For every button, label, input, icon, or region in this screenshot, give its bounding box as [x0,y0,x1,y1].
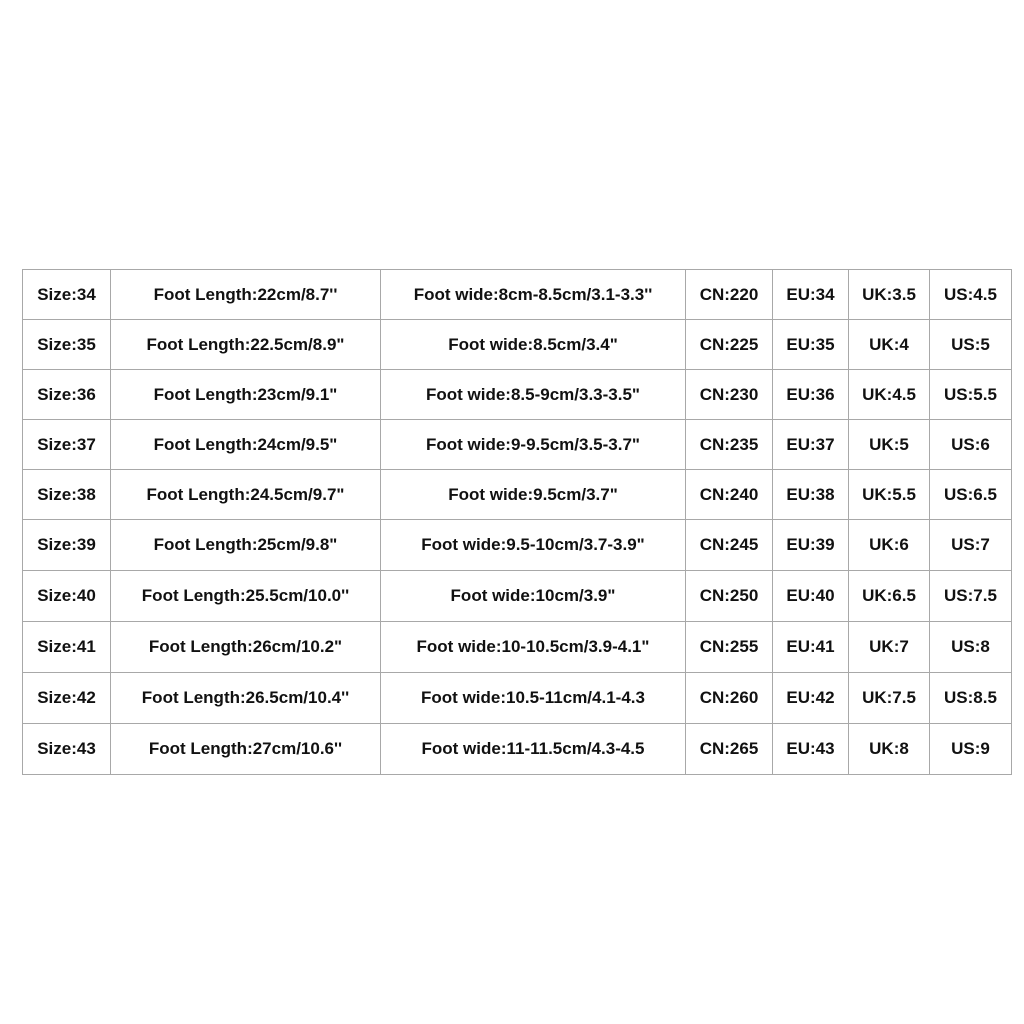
table-row [23,270,1012,320]
foot-length-cell: Foot Length:25.5cm/10.0'' [111,571,381,622]
us-size-cell: US:5.5 [930,370,1012,420]
uk-size-cell: UK:7.5 [849,673,930,724]
cn-size-cell: CN:250 [686,571,773,622]
foot-length-cell: Foot Length:25cm/9.8" [111,520,381,571]
table-row [23,420,1012,470]
eu-size-cell: EU:35 [773,320,849,370]
us-size-cell: US:9 [930,724,1012,775]
foot-length-cell: Foot Length:26cm/10.2" [111,622,381,673]
cn-size-cell: CN:265 [686,724,773,775]
uk-size-cell: UK:3.5 [849,270,930,320]
eu-size-cell: EU:43 [773,724,849,775]
foot-length-cell: Foot Length:22.5cm/8.9" [111,320,381,370]
foot-wide-cell: Foot wide:10-10.5cm/3.9-4.1" [381,622,686,673]
table-row [23,370,1012,420]
uk-size-cell: UK:4.5 [849,370,930,420]
eu-size-cell: EU:42 [773,673,849,724]
cn-size-cell: CN:260 [686,673,773,724]
eu-size-cell: EU:34 [773,270,849,320]
eu-size-cell: EU:37 [773,420,849,470]
eu-size-cell: EU:38 [773,470,849,520]
us-size-cell: US:7 [930,520,1012,571]
size-cell: Size:36 [23,370,111,420]
uk-size-cell: UK:6 [849,520,930,571]
foot-wide-cell: Foot wide:8.5cm/3.4" [381,320,686,370]
foot-wide-cell: Foot wide:10.5-11cm/4.1-4.3 [381,673,686,724]
size-cell: Size:39 [23,520,111,571]
table-row [23,622,1012,673]
us-size-cell: US:6.5 [930,470,1012,520]
uk-size-cell: UK:7 [849,622,930,673]
foot-length-cell: Foot Length:23cm/9.1" [111,370,381,420]
eu-size-cell: EU:40 [773,571,849,622]
cn-size-cell: CN:255 [686,622,773,673]
foot-wide-cell: Foot wide:11-11.5cm/4.3-4.5 [381,724,686,775]
table-row [23,571,1012,622]
foot-wide-cell: Foot wide:10cm/3.9" [381,571,686,622]
cn-size-cell: CN:220 [686,270,773,320]
foot-wide-cell: Foot wide:8cm-8.5cm/3.1-3.3'' [381,270,686,320]
foot-wide-cell: Foot wide:8.5-9cm/3.3-3.5" [381,370,686,420]
size-cell: Size:37 [23,420,111,470]
size-cell: Size:38 [23,470,111,520]
size-cell: Size:42 [23,673,111,724]
foot-length-cell: Foot Length:27cm/10.6'' [111,724,381,775]
size-cell: Size:43 [23,724,111,775]
uk-size-cell: UK:6.5 [849,571,930,622]
eu-size-cell: EU:41 [773,622,849,673]
cn-size-cell: CN:240 [686,470,773,520]
uk-size-cell: UK:5.5 [849,470,930,520]
cn-size-cell: CN:235 [686,420,773,470]
us-size-cell: US:7.5 [930,571,1012,622]
uk-size-cell: UK:5 [849,420,930,470]
cn-size-cell: CN:245 [686,520,773,571]
us-size-cell: US:8.5 [930,673,1012,724]
foot-length-cell: Foot Length:22cm/8.7'' [111,270,381,320]
foot-wide-cell: Foot wide:9-9.5cm/3.5-3.7" [381,420,686,470]
foot-wide-cell: Foot wide:9.5cm/3.7" [381,470,686,520]
us-size-cell: US:6 [930,420,1012,470]
us-size-cell: US:4.5 [930,270,1012,320]
uk-size-cell: UK:8 [849,724,930,775]
size-cell: Size:35 [23,320,111,370]
cn-size-cell: CN:230 [686,370,773,420]
cn-size-cell: CN:225 [686,320,773,370]
us-size-cell: US:5 [930,320,1012,370]
foot-length-cell: Foot Length:24cm/9.5" [111,420,381,470]
table-row [23,320,1012,370]
uk-size-cell: UK:4 [849,320,930,370]
size-cell: Size:34 [23,270,111,320]
table-row [23,673,1012,724]
size-cell: Size:41 [23,622,111,673]
foot-length-cell: Foot Length:24.5cm/9.7" [111,470,381,520]
size-chart-table [22,269,1012,775]
foot-length-cell: Foot Length:26.5cm/10.4'' [111,673,381,724]
size-cell: Size:40 [23,571,111,622]
table-row [23,724,1012,775]
us-size-cell: US:8 [930,622,1012,673]
foot-wide-cell: Foot wide:9.5-10cm/3.7-3.9" [381,520,686,571]
table-row [23,470,1012,520]
table-row [23,520,1012,571]
eu-size-cell: EU:36 [773,370,849,420]
eu-size-cell: EU:39 [773,520,849,571]
